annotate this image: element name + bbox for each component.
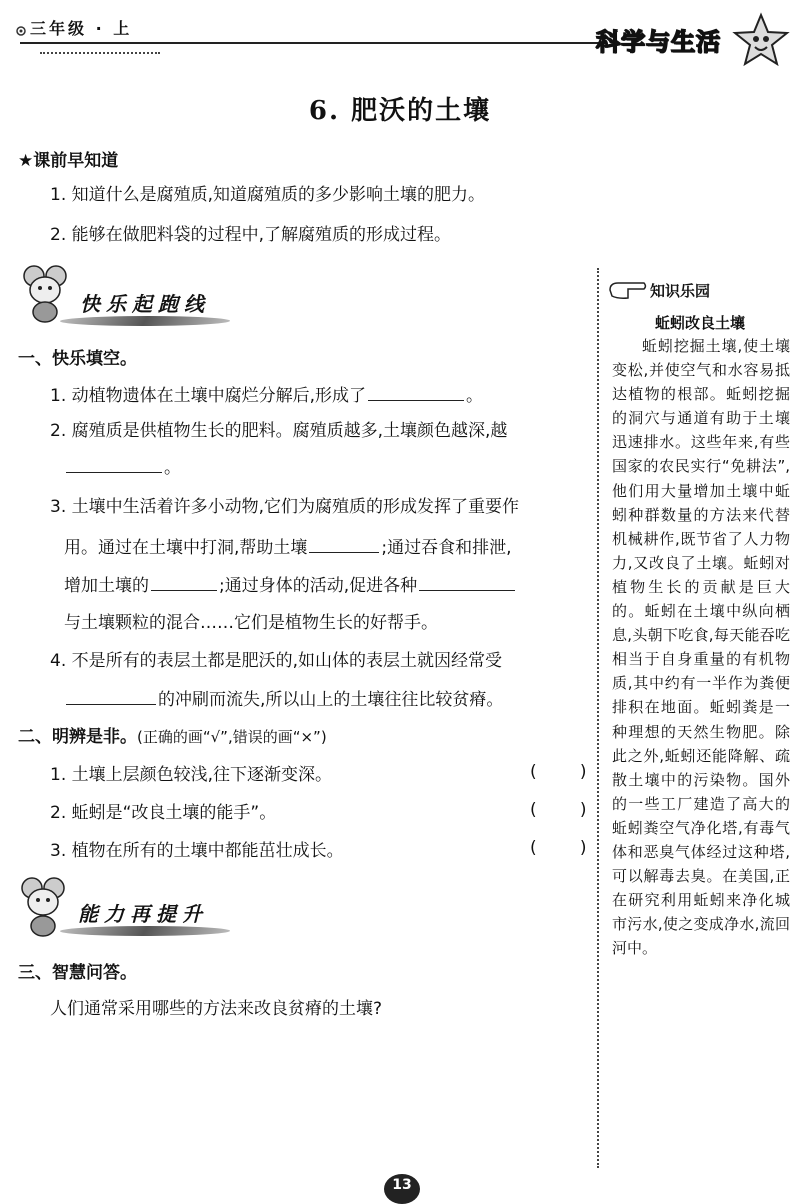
banner-swoosh-2 <box>57 926 233 936</box>
q3-line-3 <box>64 572 517 599</box>
q2-line-2 <box>64 454 181 481</box>
q4-line-1: 4. 不是所有的表层土都是肥沃的,如山体的表层土就因经常受 <box>50 651 503 671</box>
pointing-hand-icon <box>608 278 648 306</box>
section-1-heading: 一、快乐填空。 <box>18 349 137 369</box>
section-2-heading-row <box>18 722 327 747</box>
judge-item-1: 1. 土壤上层颜色较浅,往下逐渐变深。 <box>50 765 333 785</box>
section-2-note: (正确的画“√”,错误的画“×”) <box>137 728 327 746</box>
judge-item-3: 3. 植物在所有的土壤中都能茁壮成长。 <box>50 841 344 861</box>
series-title: 科学与生活 <box>596 28 721 56</box>
page-number: 13 <box>384 1174 420 1204</box>
sidebar-divider <box>597 268 599 1168</box>
section-2-heading: 二、明辨是非。 <box>18 727 137 747</box>
q3-blank-2[interactable] <box>151 572 217 591</box>
header-dotted-rule <box>40 52 160 54</box>
star-mascot-icon <box>732 12 790 74</box>
banner-ability: 能力再提升 <box>78 902 208 926</box>
sidebar-title: 蚯蚓改良土壤 <box>654 314 745 332</box>
q1-fill <box>50 382 483 409</box>
header-rule <box>20 42 600 44</box>
q3-blank-3[interactable] <box>419 572 515 591</box>
q3-text-3b: ;通过身体的活动,促进各种 <box>219 576 418 596</box>
q3-text-2a: 用。通过在土壤中打洞,帮助土壤 <box>64 538 308 558</box>
grade-label: 三年级 · 上 <box>30 19 133 38</box>
judge-answer-3[interactable]: ( ) <box>530 838 587 858</box>
preview-item-2: 2. 能够在做肥料袋的过程中,了解腐殖质的形成过程。 <box>50 225 452 245</box>
q4-blank[interactable] <box>66 686 156 705</box>
q1-text: 1. 动植物遗体在土壤中腐烂分解后,形成了 <box>50 386 367 406</box>
q2-line-1: 2. 腐殖质是供植物生长的肥料。腐殖质越多,土壤颜色越深,越 <box>50 421 508 441</box>
preview-heading: ★课前早知道 <box>18 151 119 171</box>
q3-text-3a: 增加土壤的 <box>64 576 149 596</box>
q3-line-2 <box>64 534 512 561</box>
q1-blank[interactable] <box>368 382 464 401</box>
judge-item-2: 2. 蚯蚓是“改良土壤的能手”。 <box>50 803 277 823</box>
q3-text-2b: ;通过吞食和排泄, <box>381 538 512 558</box>
q2-end: 。 <box>164 458 181 478</box>
q3-line-4: 与土壤颗粒的混合……它们是植物生长的好帮手。 <box>64 613 438 633</box>
sidebar-heading: 知识乐园 <box>650 282 711 300</box>
q4-text-2: 的冲刷而流失,所以山上的土壤往往比较贫瘠。 <box>158 690 504 710</box>
section-3-heading: 三、智慧问答。 <box>18 963 137 983</box>
q2-blank[interactable] <box>66 454 162 473</box>
open-question: 人们通常采用哪些的方法来改良贫瘠的土壤? <box>50 999 383 1019</box>
page-title: 6. 肥沃的土壤 <box>308 96 492 126</box>
q3-blank-1[interactable] <box>309 534 379 553</box>
mouse-mascot-icon <box>18 262 74 328</box>
q1-end: 。 <box>466 386 484 406</box>
judge-answer-1[interactable]: ( ) <box>530 762 587 782</box>
judge-answer-2[interactable]: ( ) <box>530 800 587 820</box>
banner-happy-start: 快乐起跑线 <box>80 292 210 316</box>
banner-swoosh <box>57 316 233 326</box>
preview-item-1: 1. 知道什么是腐殖质,知道腐殖质的多少影响土壤的肥力。 <box>50 185 486 205</box>
q3-line-1: 3. 土壤中生活着许多小动物,它们为腐殖质的形成发挥了重要作 <box>50 497 520 517</box>
q4-line-2 <box>64 686 503 713</box>
sidebar-body: 蚯蚓挖掘土壤,使土壤变松,并使空气和水容易抵达植物的根部。蚯蚓挖掘的洞穴与通道有助于土壤迅速排水。这些年来,有些国家的农民实行“免耕法”,他们用大量增加土壤中蚯蚓种群数量的方法来代替机械耕作,既节省了人力物力,又改良了土壤。蚯蚓对植物生长的贡献是巨大的。蚯蚓在土壤中纵向栖息,头朝下吃食,每天能吞吃相当于自身重量的有机物质,其中约有一半作为粪便排积在地面。蚯蚓粪是一种理想的天然生物肥。除此之外,蚯蚓还能降解、疏散土壤中的污染物。国外的一些工厂建造了高大的蚯蚓粪空气净化塔,有毒气体和恶臭气体经过这种塔,可以解毒去臭。在美国,正在研究利用蚯蚓来净化城市污水,使之变成净水,流回河中。 <box>612 337 790 958</box>
header-deco-flower <box>12 22 30 44</box>
